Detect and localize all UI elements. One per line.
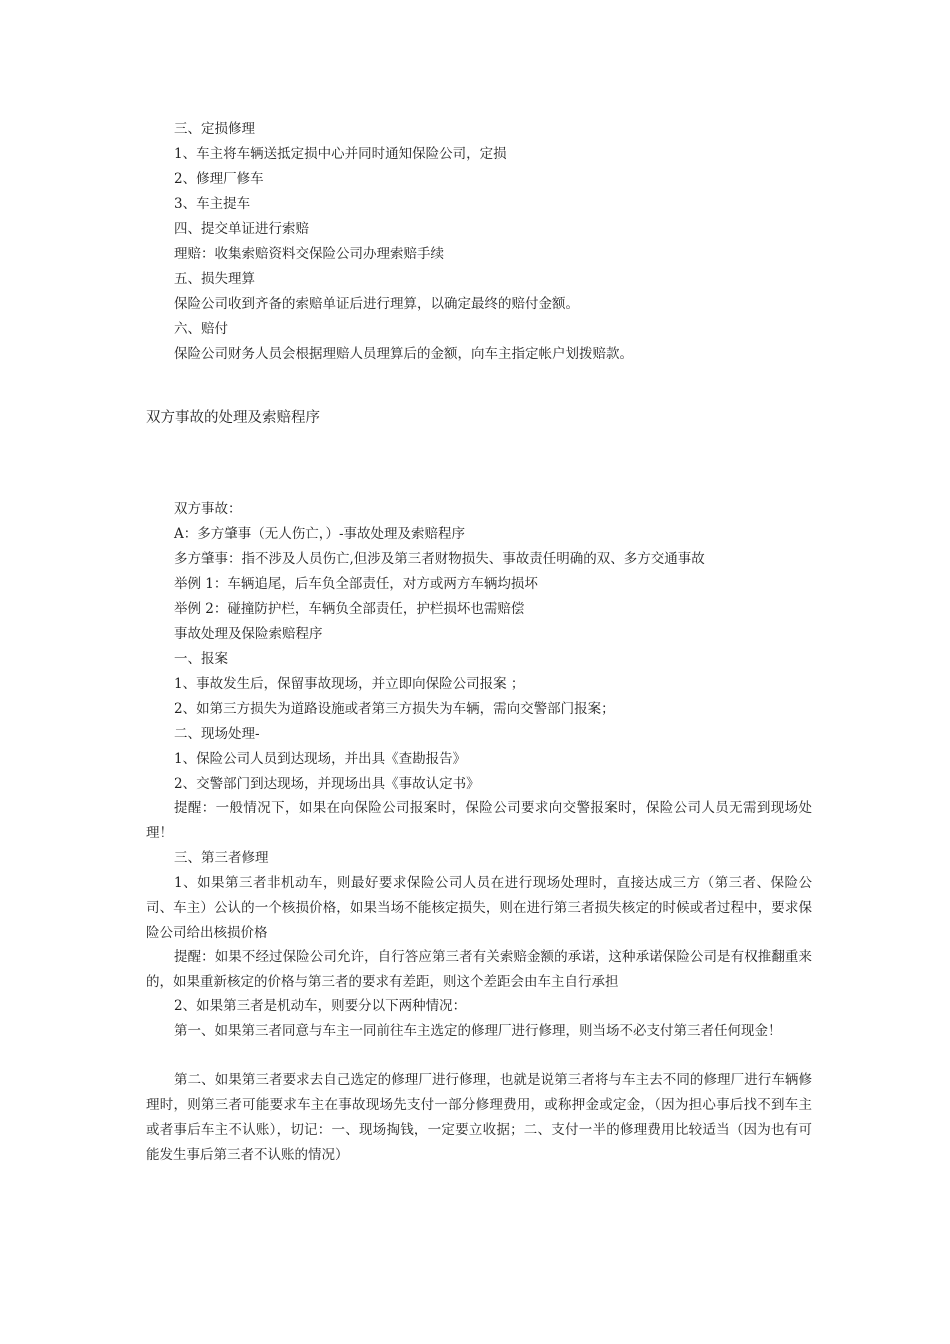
- heading-loss-adjustment: 五、损失理算: [174, 271, 255, 287]
- paragraph: 提醒：一般情况下，如果在向保险公司报案时，保险公司要求向交警报案时，保险公司人员无需到现场处理！: [146, 800, 812, 841]
- heading-third-party-repair: 三、第三者修理: [174, 850, 269, 866]
- text-line: 保险公司财务人员会根据理赔人员理算后的金额，向车主指定帐户划拨赔款。: [174, 346, 633, 362]
- heading-report: 一、报案: [174, 651, 228, 667]
- text-line: 2、修理厂修车: [174, 171, 264, 187]
- text-line: 1、保险公司人员到达现场，并出具《查勘报告》: [174, 751, 467, 767]
- text-line: 保险公司收到齐备的索赔单证后进行理算，以确定最终的赔付金额。: [174, 296, 579, 312]
- text-line: 双方事故：: [174, 501, 242, 517]
- heading-submit-claim: 四、提交单证进行索赔: [174, 221, 309, 237]
- text-line: 1、事故发生后，保留事故现场，并立即向保险公司报案 ；: [174, 676, 525, 692]
- heading-damage-repair: 三、定损修理: [174, 121, 255, 137]
- paragraph: 2、如果第三者是机动车，则要分以下两种情况：: [174, 998, 467, 1014]
- paragraph: 第一、如果第三者同意与车主一同前往车主选定的修理厂进行修理，则当场不必支付第三者任何现金！: [174, 1023, 782, 1039]
- text-line: 1、车主将车辆送抵定损中心并同时通知保险公司，定损: [174, 146, 507, 162]
- section-title: 双方事故的处理及索赔程序: [146, 410, 320, 426]
- text-line: 3、车主提车: [174, 196, 251, 212]
- text-line: 理赔：收集索赔资料交保险公司办理索赔手续: [174, 246, 444, 262]
- paragraph: 第二、如果第三者要求去自己选定的修理厂进行修理，也就是说第三者将与车主去不同的修理厂进行车辆修理时，则第三者可能要求车主在事故现场先支付一部分修理费用，或称押金或定金，（因为担心事后找不到车主或者事后车主不认账），切记：一、现场掏钱，一定要立收据；二、支付一半的修理费用比较适当（因为也有可能发生事后第三者不认账的情况）: [146, 1072, 812, 1163]
- text-line: 多方肇事：指不涉及人员伤亡,但涉及第三者财物损失、事故责任明确的双、多方交通事故: [174, 551, 705, 567]
- paragraph: 提醒：如果不经过保险公司允许，自行答应第三者有关索赔金额的承诺，这种承诺保险公司是有权推翻重来的，如果重新核定的价格与第三者的要求有差距，则这个差距会由车主自行承担: [146, 949, 812, 990]
- text-line: A：多方肇事（无人伤亡，）-事故处理及索赔程序: [174, 526, 466, 542]
- text-line: 2、如第三方损失为道路设施或者第三方损失为车辆，需向交警部门报案；: [174, 701, 615, 717]
- paragraph: 1、如果第三者非机动车，则最好要求保险公司人员在进行现场处理时，直接达成三方（第三者、保险公司、车主）公认的一个核损价格，如果当场不能核定损失，则在进行第三者损失核定的时候或者过程中，要求保险公司给出核损价格: [146, 875, 812, 941]
- heading-onsite: 二、现场处理-: [174, 726, 260, 742]
- text-line: 事故处理及保险索赔程序: [174, 626, 323, 642]
- text-line: 举例 1：车辆追尾，后车负全部责任，对方或两方车辆均损坏: [174, 576, 538, 592]
- heading-payment: 六、赔付: [174, 321, 228, 337]
- text-line: 举例 2：碰撞防护栏，车辆负全部责任，护栏损坏也需赔偿: [174, 601, 525, 617]
- text-line: 2、交警部门到达现场，并现场出具《事故认定书》: [174, 776, 480, 792]
